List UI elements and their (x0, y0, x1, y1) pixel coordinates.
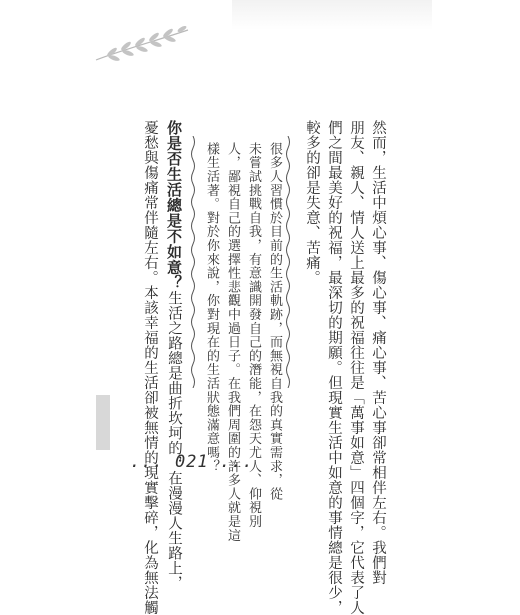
body-text-column: 較多的卻是失意、苦痛。 (304, 120, 320, 285)
quote-text-column: 樣生活著。對於你來說，你對現在的生活狀態滿意嗎？ (204, 142, 219, 474)
quote-bracket-right (285, 136, 291, 388)
page-number: ... 021 ... (130, 452, 254, 472)
body-text-column: 們之間最美好的祝福，最深切的期願。但現實生活中如意的事情總是很少， (326, 120, 342, 615)
heading-continuation: 生活之路總是曲折坎坷的，在漫漫人生路上， (166, 290, 182, 591)
quote-text-column: 未嘗試挑戰自我，有意識開發自己的潛能，在怨天尤人、仰視別 (246, 142, 261, 529)
quote-text-column: 人，鄙視自己的選擇性悲觀中過日子。在我們周圍的許多人就是這 (225, 142, 240, 543)
side-marker-bar (96, 395, 110, 450)
quote-text-column: 很多人習慣於目前的生活軌跡，而無視自我的真實需求，從 (267, 142, 282, 501)
body-text-column: 憂愁與傷痛常伴隨左右。本該幸福的生活卻被無情的現實擊碎，化為無法觸 (142, 120, 158, 615)
body-text-column: 然而，生活中煩心事、傷心事、痛心事、苦心事卻常相伴左右。我們對 (370, 120, 386, 585)
wheat-sprig-icon (92, 20, 192, 66)
section-heading-column (164, 120, 184, 591)
section-heading: 你是否生活總是不如意？ (165, 120, 183, 291)
body-text-column: 朋友、親人、情人送上最多的祝福往往是「萬事如意」四個字，它代表了人 (348, 120, 364, 615)
top-tab-strip (232, 0, 432, 30)
quote-bracket-left (190, 136, 196, 388)
